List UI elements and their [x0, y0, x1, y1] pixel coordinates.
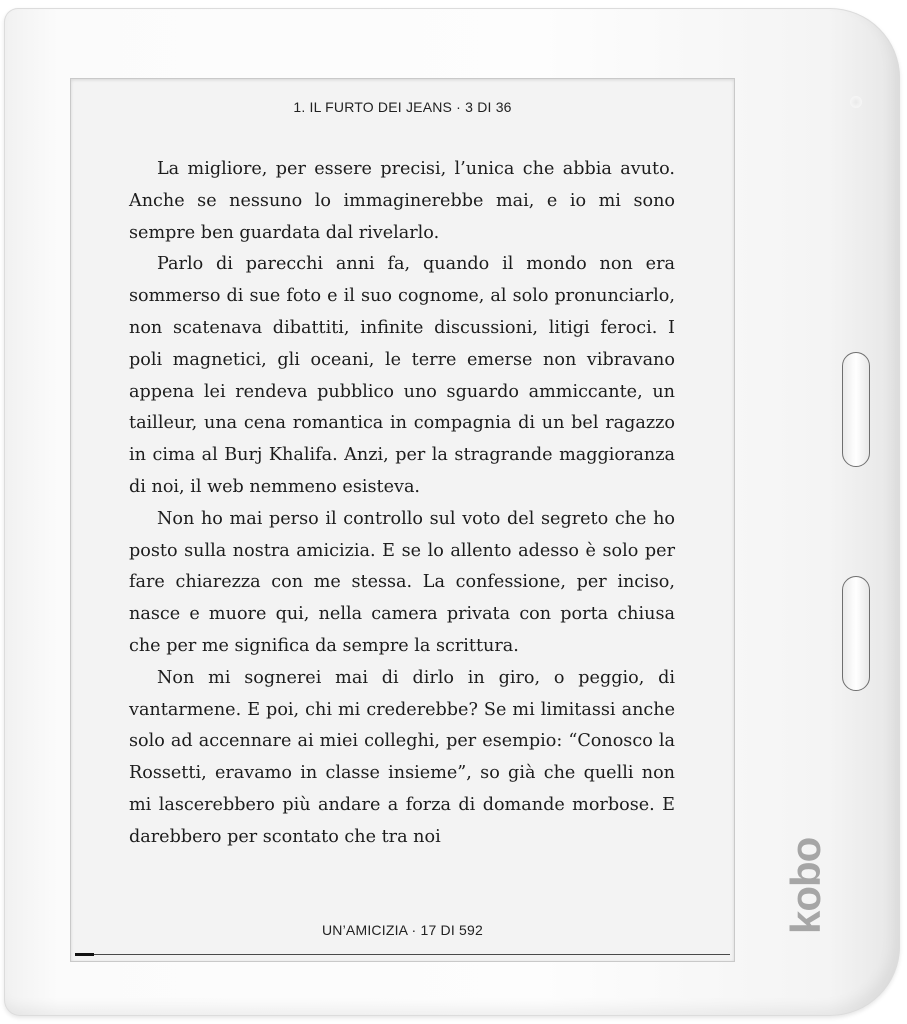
- paragraph: Non mi sognerei mai di dirlo in giro, o peggio, di vantarmene. E poi, chi mi crederebbe? Se mi limitassi anche solo ad accennare ai miei colleghi, per esempio: “Conosco la Rossetti, eravamo in classe insieme”, so già che quelli non mi lascerebbero più andare a forza di domande morbose. E darebbero per scontato che tra noi: [129, 667, 675, 847]
- page-forward-button[interactable]: [842, 352, 870, 467]
- page-text[interactable]: [129, 154, 675, 854]
- book-progress-footer: UN’AMICIZIA · 17 DI 592: [322, 922, 483, 938]
- reading-progress-bar: [75, 954, 730, 955]
- ereader-device: [4, 8, 900, 1016]
- paragraph: Non ho mai perso il controllo sul voto del segreto che ho posto sulla nostra amicizia. E se lo allento adesso è solo per fare chiarezza con me stessa. La confessione, per inciso, nasce e muore qui, nella camera privata con porta chiusa che per me significa da sempre la scrittura.: [129, 508, 675, 656]
- page-back-button[interactable]: [842, 576, 870, 691]
- paragraph: Parlo di parecchi anni fa, quando il mondo non era sommerso di sue foto e il suo cognome, al solo pronunciarlo, non scatenava dibattiti, infinite discussioni, litigi feroci. I poli magnetici, gli oceani, le terre emerse non vibravano appena lei rendeva pubblico uno sguardo ammiccante, un tailleur, una cena romantica in compagnia di un bel ragazzo in cima al Burj Khalifa. Anzi, per la stragrande maggioranza di noi, il web nemmeno esisteva.: [129, 254, 675, 497]
- chapter-header: 1. IL FURTO DEI JEANS · 3 DI 36: [293, 99, 512, 115]
- reading-progress-fill: [75, 953, 94, 956]
- kobo-logo: kobo: [782, 837, 829, 934]
- eink-screen[interactable]: [70, 78, 735, 962]
- paragraph: La migliore, per essere precisi, l’unica che abbia avuto. Anche se nessuno lo immaginerebbe mai, e io mi sono sempre ben guardata dal rivelarlo.: [129, 159, 675, 243]
- light-sensor: [850, 96, 862, 108]
